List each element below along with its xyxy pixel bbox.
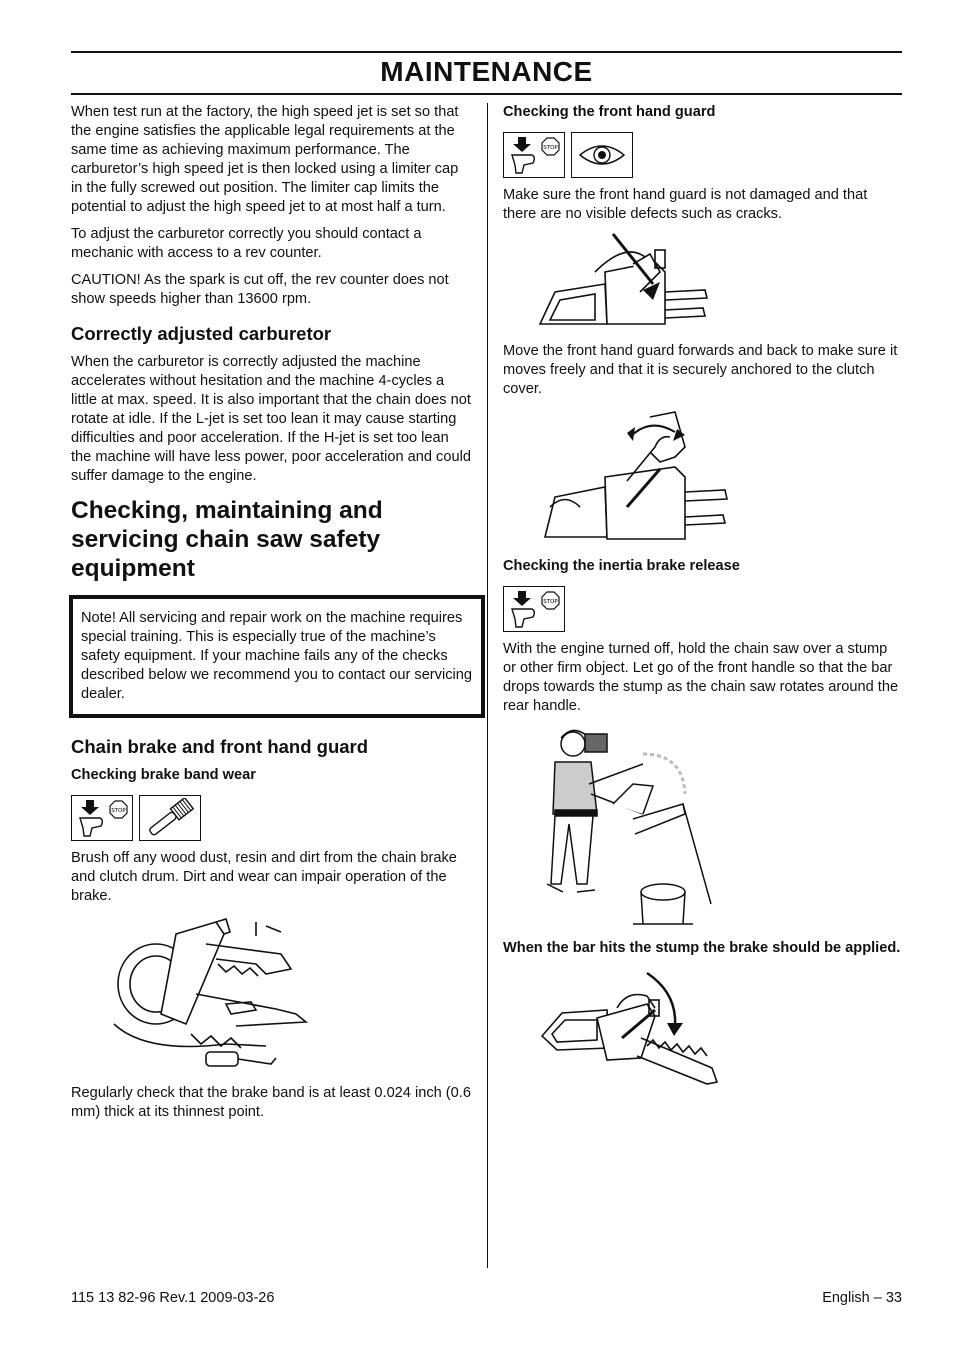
note-box bbox=[69, 595, 485, 718]
engine-off-icon bbox=[503, 132, 565, 178]
column-divider bbox=[487, 103, 488, 1268]
brake-wear-text: Brush off any wood dust, resin and dirt from the chain brake and clutch drum. Dirt and wear can impair operation of the brake. bbox=[71, 850, 457, 904]
front-guard-heading: Checking the front hand guard bbox=[503, 104, 716, 120]
hand-guard-inspection-illustration bbox=[535, 232, 755, 332]
brake-band-brush-illustration bbox=[106, 914, 346, 1074]
brush-icon bbox=[139, 795, 201, 841]
eye-inspect-icon bbox=[571, 132, 633, 178]
engine-off-icon bbox=[503, 586, 565, 632]
svg-text:STOP: STOP bbox=[543, 599, 558, 605]
brake-wear-heading: Checking brake band wear bbox=[71, 767, 256, 783]
move-guard-text: Move the front hand guard forwards and back to make sure it moves freely and that it is securely anchored to the clutch cover. bbox=[503, 343, 898, 397]
chain-brake-heading: Chain brake and front hand guard bbox=[71, 736, 369, 757]
front-guard-text: Make sure the front hand guard is not damaged and that there are no visible defects such as cracks. bbox=[503, 187, 868, 222]
intro-paragraph-2: To adjust the carburetor correctly you should contact a mechanic with access to a rev counter. bbox=[71, 226, 422, 261]
carburetor-text: When the carburetor is correctly adjusted the machine accelerates without hesitation and the machine 4-cycles a little at max. speed. It is also important that the chain does not rotate at idle. If the L-jet is set too lean it may cause starting difficulties and poor acceleration. If the H-jet is set too lean the machine will have less power, poor acceleration and could suffer damage to the engine. bbox=[71, 354, 471, 484]
inertia-brake-text: With the engine turned off, hold the chain saw over a stump or other firm object. Let go of the front handle so that the bar drops towards the stump as the chain saw rotates around the rear handle. bbox=[503, 641, 899, 714]
page-number: English – 33 bbox=[822, 1290, 902, 1306]
front-guard-icons bbox=[503, 132, 903, 178]
brake-wear-icons bbox=[71, 795, 471, 841]
note-text: Note! All servicing and repair work on the machine requires special training. This is especially true of the machine’s safety equipment. If your machine fails any of the checks described below we recommend you to contact our servicing dealer. bbox=[81, 610, 472, 702]
section-heading: Checking, maintaining and servicing chain saw safety equipment bbox=[71, 497, 383, 582]
header-rule-bottom bbox=[71, 93, 902, 95]
document-number: 115 13 82-96 Rev.1 2009-03-26 bbox=[71, 1290, 275, 1306]
inertia-brake-icons bbox=[503, 586, 903, 632]
stump-test-illustration bbox=[533, 724, 713, 929]
svg-text:STOP: STOP bbox=[543, 145, 558, 151]
right-column bbox=[503, 103, 903, 1108]
carburetor-heading: Correctly adjusted carburetor bbox=[71, 323, 332, 344]
engine-off-icon bbox=[71, 795, 133, 841]
left-column bbox=[71, 103, 471, 1130]
header-rule-top bbox=[71, 51, 902, 53]
inertia-brake-heading: Checking the inertia brake release bbox=[503, 558, 740, 574]
svg-text:STOP: STOP bbox=[111, 808, 126, 814]
intro-caution: CAUTION! As the spark is cut off, the rev counter does not show speeds higher than 13600 rpm. bbox=[71, 272, 449, 307]
hand-guard-movement-illustration bbox=[535, 407, 755, 547]
brake-band-text: Regularly check that the brake band is at least 0.024 inch (0.6 mm) thick at its thinnest point. bbox=[71, 1085, 471, 1120]
stump-caption: When the bar hits the stump the brake should be applied. bbox=[503, 940, 901, 956]
page-title: MAINTENANCE bbox=[380, 56, 593, 87]
brake-applied-illustration bbox=[537, 968, 737, 1098]
intro-paragraph-1: When test run at the factory, the high speed jet is set so that the engine satisfies the applicable legal requirements at the same time as achieving maximum performance. The carburetor’s high speed jet is then locked using a limiter cap in the fully screwed out position. The limiter cap limits the potential to adjust the high speed jet to at most half a turn. bbox=[71, 104, 459, 215]
